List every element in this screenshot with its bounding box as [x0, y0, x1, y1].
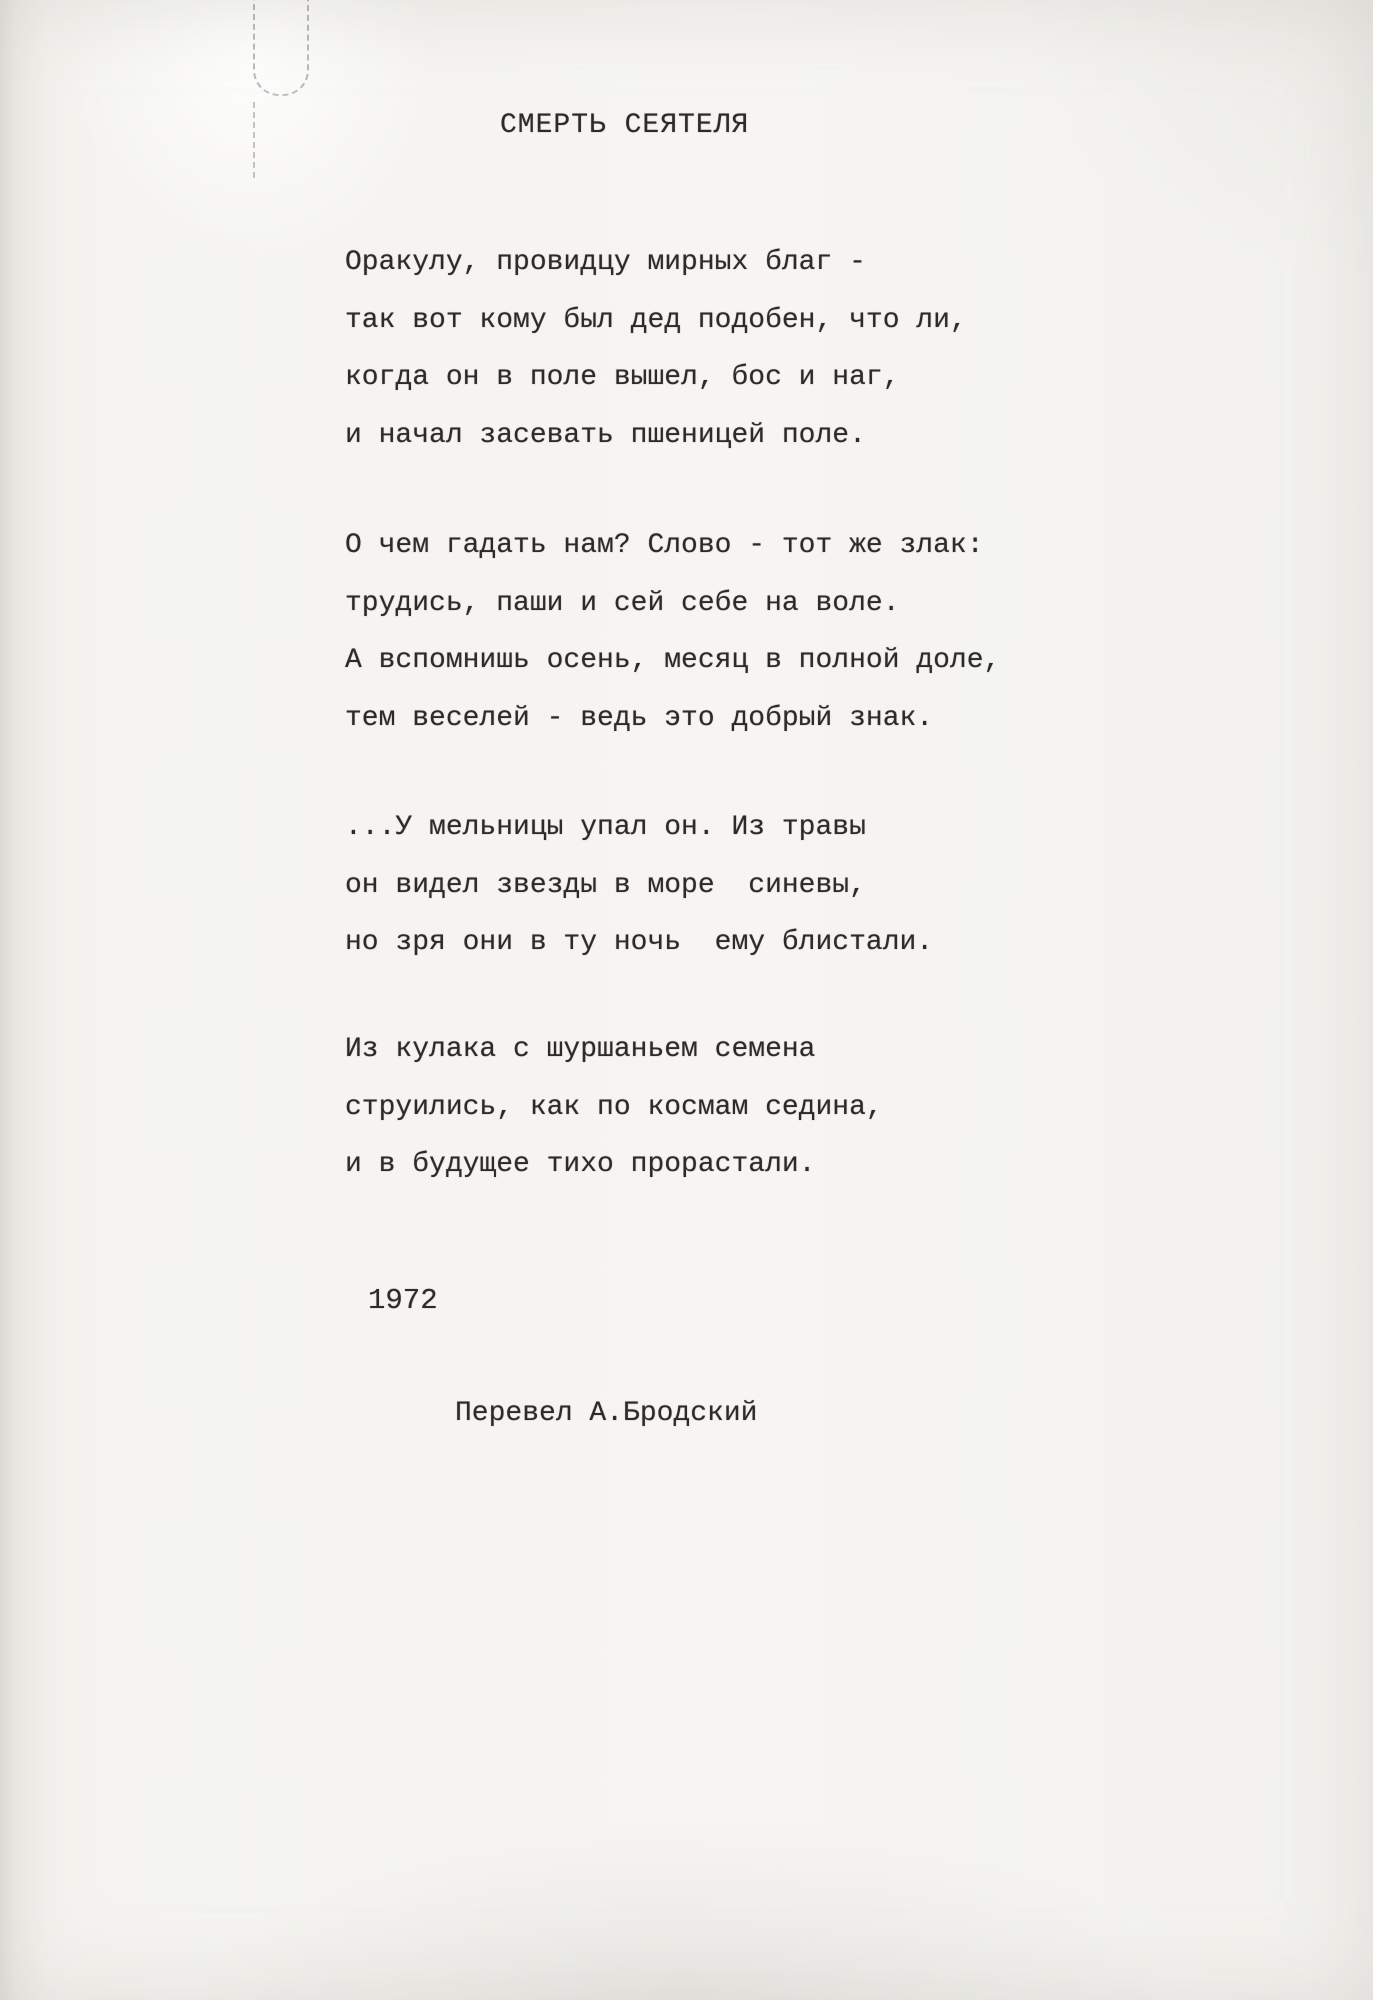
stanza-2	[345, 517, 1000, 747]
year-label: 1972	[368, 1284, 438, 1317]
stanza-3	[345, 799, 933, 972]
poem-line: так вот кому был дед подобен, что ли,	[345, 304, 967, 336]
poem-line: но зря они в ту ночь ему блистали.	[345, 927, 934, 958]
stanza-1	[345, 234, 967, 464]
poem-title: СМЕРТЬ СЕЯТЕЛЯ	[500, 110, 750, 141]
poem-line: Оракулу, провидцу мирных благ -	[345, 247, 866, 278]
poem-line: ...У мельницы упал он. Из травы	[345, 812, 866, 843]
poem-line: струились, как по космам седина,	[345, 1091, 883, 1123]
poem-line: А вспомнишь осень, месяц в полной доле,	[345, 645, 1001, 676]
poem-line: Из кулака с шуршаньем семена	[345, 1034, 816, 1065]
stanza-4	[345, 1021, 883, 1194]
poem-line: и начал засевать пшеницей поле.	[345, 419, 866, 451]
poem-line: тем веселей - ведь это добрый знак.	[345, 702, 934, 734]
paperclip-impression-tail	[253, 102, 255, 178]
poem-line: и в будущее тихо прорастали.	[345, 1149, 816, 1180]
poem-line: О чем гадать нам? Слово - тот же злак:	[345, 530, 984, 561]
translator-credit: Перевел А.Бродский	[455, 1398, 758, 1429]
poem-line: когда он в поле вышел, бос и наг,	[345, 362, 900, 393]
paperclip-impression-icon	[253, 0, 309, 96]
poem-line: он видел звезды в море синевы,	[345, 869, 866, 901]
poem-line: трудись, паши и сей себе на воле.	[345, 587, 900, 619]
